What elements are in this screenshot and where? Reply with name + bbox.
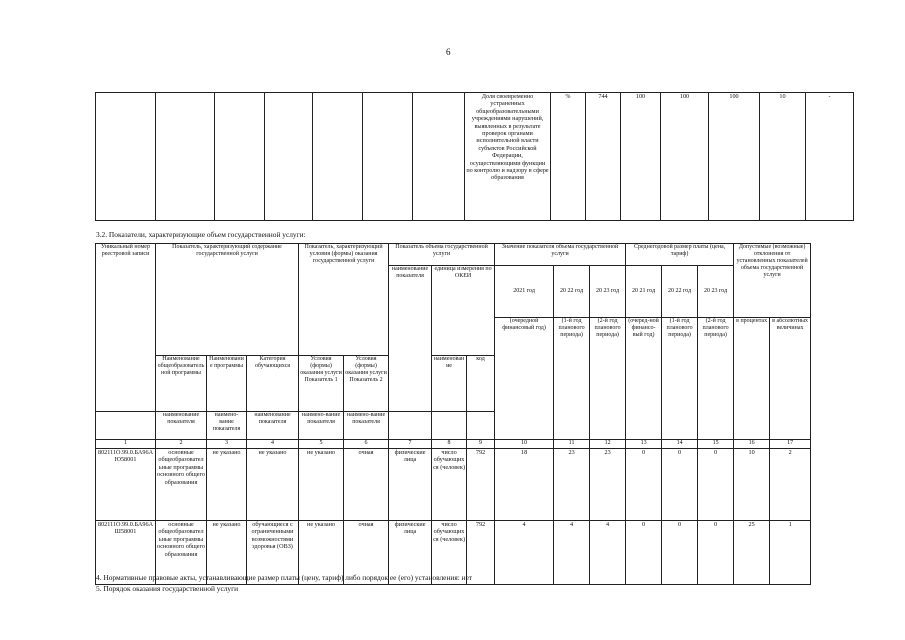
condition-1: не указано [299, 521, 344, 585]
header-second-plan-year: (2-й год планового периода) [590, 318, 626, 440]
header-year-2022: 20 22 год [554, 266, 590, 318]
quality-indicators-table-continued [95, 92, 854, 221]
col-number: 9 [467, 440, 495, 449]
okei-code: 744 [586, 93, 621, 221]
deviation-percent: 10 [760, 93, 806, 221]
header-in-absolute: в абсолютных величинах [770, 318, 811, 440]
cell-empty [215, 93, 265, 221]
col-number: 14 [662, 440, 698, 449]
col-number: 8 [432, 440, 467, 449]
program: основные общеобразовательные программы основного общего образования [156, 449, 207, 521]
header-price-year-2021: 20 21 год [626, 266, 662, 318]
header-name-indicator: наимено-вание показателя [344, 412, 389, 440]
header-volume-value: Значение показателя объема государственной услуги [495, 244, 626, 266]
cell-empty [363, 93, 413, 221]
header-name-indicator: наимено-вание показателя [207, 412, 247, 440]
unit-name: число обучающихся (человек) [432, 521, 467, 585]
price-2022: 0 [662, 521, 698, 585]
deviation-absolute: 2 [770, 449, 811, 521]
header-name-indicator: наименование показателя [156, 412, 207, 440]
volume-2021: 18 [495, 449, 554, 521]
page-number: 6 [446, 47, 451, 57]
header-next-year: (очередной финансовый год) [495, 318, 554, 440]
header-price-year-2022: 20 22 год [662, 266, 698, 318]
col-number: 15 [698, 440, 734, 449]
volume-2021: 4 [495, 521, 554, 585]
volume-2023: 4 [590, 521, 626, 585]
header-content: Показатель, характеризующий содержание государственной услуги [156, 244, 299, 356]
col-number: 11 [554, 440, 590, 449]
header-unit-okei: единица измерения по ОКЕИ [432, 266, 495, 356]
unit-code: 792 [467, 449, 495, 521]
col-number: 1 [96, 440, 156, 449]
value-2021: 100 [621, 93, 661, 221]
program-name: не указано [207, 449, 247, 521]
footer-item-5: 5. Порядок оказания государственной услуги [96, 584, 239, 593]
unit: % [551, 93, 586, 221]
quality-indicator-name: Доля своевременно устраненных общеобразовательными учреждениями нарушений, выявленных в результате проверок органами исполнительной власти субъектов Российской Федерации, осуществляющими функции по контролю и надзору в сфере образования [465, 93, 551, 221]
header-first-plan-year: (1-й год планового периода) [554, 318, 590, 440]
header-price-first-plan-year: (1-й год планового периода) [662, 318, 698, 440]
col-number: 6 [344, 440, 389, 449]
deviation-percent: 10 [734, 449, 770, 521]
volume-2022: 23 [554, 449, 590, 521]
col-number: 4 [247, 440, 299, 449]
cell-empty [413, 93, 465, 221]
volume-indicator: физические лица [389, 449, 432, 521]
col-number: 7 [389, 440, 432, 449]
category: не указано [247, 449, 299, 521]
volume-indicator: физические лица [389, 521, 432, 585]
header-name-indicator: наименование показателя [247, 412, 299, 440]
cell-empty [467, 412, 495, 440]
col-number: 2 [156, 440, 207, 449]
cell-empty [156, 93, 215, 221]
unit-code: 792 [467, 521, 495, 585]
footer-item-4: 4. Нормативные правовые акты, устанавливающие размер платы (цену, тариф) либо порядок ее (его) установления: нет [96, 573, 473, 582]
price-2021: 0 [626, 521, 662, 585]
registry-number: 802111О.99.0.БА96АЮ58001 [96, 449, 156, 521]
col-number: 13 [626, 440, 662, 449]
cell-empty [313, 93, 363, 221]
header-price-next-year: (очеред-ной финансо-вый год) [626, 318, 662, 440]
value-2022: 100 [661, 93, 709, 221]
header-sub-program-name: Наименование программы [207, 356, 247, 412]
header-indicator-name: наименование показателя [389, 266, 432, 412]
header-deviations: Допустимые (возможные) отклонения от установленных показателей объема государственной услуги [734, 244, 811, 318]
cell-empty [389, 412, 432, 440]
header-price-year-2023: 20 23 год [698, 266, 734, 318]
header-price-second-plan-year: (2-й год планового периода) [698, 318, 734, 440]
cell-empty [265, 93, 313, 221]
price-2023: 0 [698, 449, 734, 521]
header-conditions: Показатель, характеризующий условия (формы) оказания государственной услуги [299, 244, 389, 356]
deviation-absolute: - [806, 93, 854, 221]
header-avg-price: Среднегодовой размер платы (цена, тариф) [626, 244, 734, 266]
header-volume: Показатель объема государственной услуги [389, 244, 495, 266]
cell-empty [96, 93, 156, 221]
col-number: 16 [734, 440, 770, 449]
col-number: 17 [770, 440, 811, 449]
table-row [96, 449, 811, 521]
header-in-percent: в процентах [734, 318, 770, 440]
unit-name: число обучающихся (человек) [432, 449, 467, 521]
price-2022: 0 [662, 449, 698, 521]
cell-empty [96, 412, 156, 440]
header-sub-category: Категория обучающихся [247, 356, 299, 412]
category: обучающиеся с ограниченными возможностями здоровья (ОВЗ) [247, 521, 299, 585]
header-sub-unit-code: код [467, 356, 495, 412]
program: основные общеобразовательные программы основного общего образования [156, 521, 207, 585]
deviation-absolute: 1 [770, 521, 811, 585]
program-name: не указано [207, 521, 247, 585]
col-number: 12 [590, 440, 626, 449]
condition-2: очная [344, 449, 389, 521]
condition-2: очная [344, 521, 389, 585]
header-sub-program: Наименование общеобразовательной программы [156, 356, 207, 412]
section-3-2-title: 3.2. Показатели, характеризующие объем государственной услуги: [96, 230, 306, 239]
deviation-percent: 25 [734, 521, 770, 585]
registry-number: 802111О.99.0.БА96АШ58001 [96, 521, 156, 585]
price-2021: 0 [626, 449, 662, 521]
volume-indicators-table [95, 243, 811, 585]
condition-1: не указано [299, 449, 344, 521]
volume-2022: 4 [554, 521, 590, 585]
header-name-indicator: наимено-вание показателя [299, 412, 344, 440]
header-year-2021: 2021 год [495, 266, 554, 318]
header-registry: Уникальный номер реестровой записи [96, 244, 156, 412]
header-sub-condition-2: Условия (формы) оказания услуги Показатель 2 [344, 356, 389, 412]
cell-empty [432, 412, 467, 440]
header-sub-condition-1: Условия (формы) оказания услуги Показатель 1 [299, 356, 344, 412]
volume-2023: 23 [590, 449, 626, 521]
header-sub-unit-name: наименование [432, 356, 467, 412]
col-number: 3 [207, 440, 247, 449]
col-number: 5 [299, 440, 344, 449]
value-2023: 100 [709, 93, 760, 221]
col-number: 10 [495, 440, 554, 449]
header-year-2023: 20 23 год [590, 266, 626, 318]
price-2023: 0 [698, 521, 734, 585]
